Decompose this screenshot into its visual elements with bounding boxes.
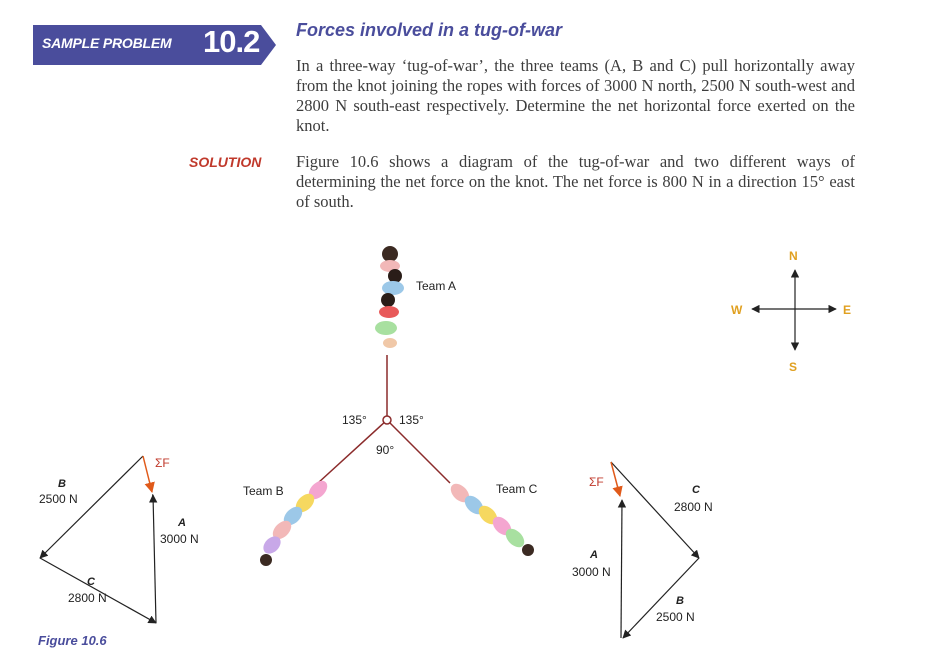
right-b-value: 2500 N — [656, 610, 695, 624]
right-b-letter: B — [676, 595, 684, 607]
angle-right-label: 135° — [399, 413, 424, 427]
solution-label: SOLUTION — [189, 154, 262, 170]
left-net-force-label: ΣF — [155, 456, 170, 470]
right-net-force-label: ΣF — [589, 475, 604, 489]
figure-caption: Figure 10.6 — [38, 633, 107, 648]
compass-west-label: W — [731, 303, 743, 317]
team-a-people — [375, 246, 404, 348]
team-c-label: Team C — [496, 482, 538, 496]
problem-text: In a three-way ‘tug-of-war’, the three teams (A, B and C) pull horizontally away from the knot joining the ropes with forces of 3000 N north, 2500 N south-west and 2800 N south-east respectively. Determine the net horizontal force exerted on the knot. — [296, 56, 855, 135]
right-a-value: 3000 N — [572, 565, 611, 579]
angle-bottom-label: 90° — [376, 443, 395, 457]
compass-north-label: N — [789, 249, 798, 263]
left-c-value: 2800 N — [68, 591, 107, 605]
compass-south-label: S — [789, 360, 798, 374]
badge-number: 10.2 — [203, 24, 260, 59]
left-b-letter: B — [58, 478, 66, 490]
problem-title: Forces involved in a tug-of-war — [296, 20, 563, 40]
right-c-letter: C — [692, 484, 700, 496]
left-b-value: 2500 N — [39, 492, 78, 506]
angle-left-label: 135° — [342, 413, 367, 427]
badge-label: SAMPLE PROBLEM — [42, 35, 172, 51]
compass-east-label: E — [843, 303, 852, 317]
left-a-value: 3000 N — [160, 532, 199, 546]
right-a-letter: A — [590, 549, 598, 561]
team-b-label: Team B — [243, 484, 284, 498]
left-c-letter: C — [87, 576, 95, 588]
solution-text: Figure 10.6 shows a diagram of the tug-of-war and two different ways of determining the net force on the knot. The net force is 800 N in a direction 15° east of south. — [296, 152, 855, 211]
right-c-value: 2800 N — [674, 500, 713, 514]
compass — [752, 270, 836, 350]
team-a-label: Team A — [416, 279, 457, 293]
knot — [383, 416, 391, 424]
left-a-letter: A — [178, 517, 186, 529]
